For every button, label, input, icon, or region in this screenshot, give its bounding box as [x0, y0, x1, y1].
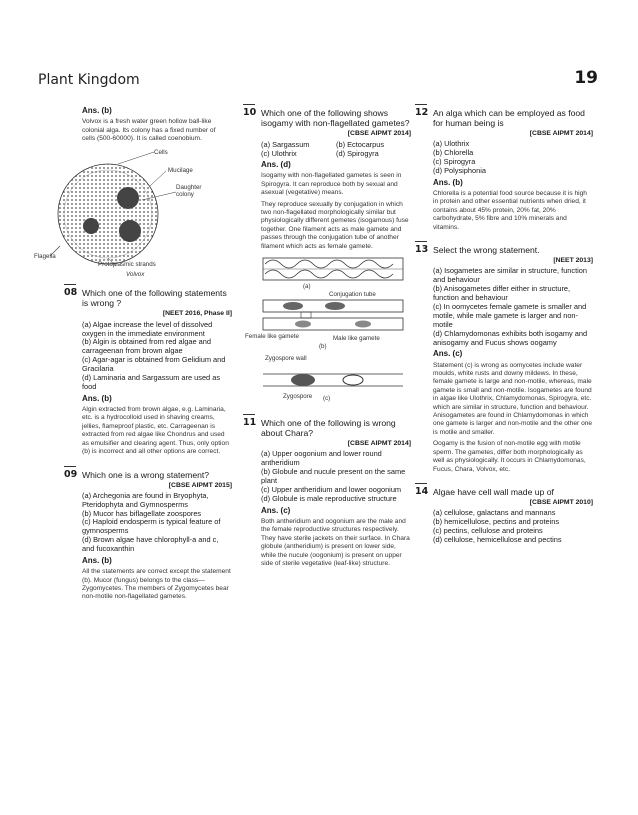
explanation-09: All the statements are correct except the statement (b). Mucor (fungus) belongs to the class—Zygomycetes. The members of Zygomycetes bear non-motile non-flagellated gametes. — [82, 568, 231, 601]
volvox-figure — [34, 146, 236, 279]
answer-07: Ans. (b) — [82, 106, 112, 115]
answer-09: Ans. (b) — [82, 556, 112, 566]
question-source: [CBSE AIPMT 2010] — [529, 498, 593, 506]
question-14 — [415, 487, 593, 497]
option: (d) cellulose, hemicellulose and pectins — [433, 534, 562, 544]
answer-13: Ans. (c) — [433, 349, 463, 359]
question-12 — [415, 108, 593, 128]
explanation-12: Chlorella is a potential food source because it is high in protein and other essential nutrients when dried, it contains about 45% protein, 20% fat, 20% carbohydrate, 5% fibre and 10% minerals and vitamins. — [433, 190, 587, 231]
option: (d) Globule is male reproductive structure — [261, 493, 397, 503]
question-number: 08 — [64, 288, 82, 308]
option: (a) Sargassum — [261, 140, 310, 150]
option: (c) Upper antheridium and lower oogonium — [261, 484, 402, 494]
label-b: (b) — [319, 343, 327, 351]
explanation-10b: They reproduce sexually by conjugation in which two non-flagellated morphologically similar but physiologically different gemetes (isogamous) fuse together. One filament acts as male gamete and passes through the conjugation tube of another filament which acts as female gamete. — [261, 200, 409, 250]
column-2 — [243, 104, 411, 571]
question-text: Select the wrong statement. — [433, 245, 540, 256]
question-09 — [64, 470, 232, 480]
label-cells: Cells — [154, 149, 168, 157]
question-text: Which one of the following is wrong about Chara? — [261, 418, 396, 439]
option: (d) Spirogyra — [336, 149, 379, 159]
option: (c) Agar-agar is obtained from Gelidium and Gracilaria — [82, 355, 226, 374]
label-zygospore-wall: Zygospore wall — [265, 355, 307, 363]
option: (d) Brown algae have chlorophyll-a and c, and fucoxanthin — [82, 535, 219, 554]
figure-caption-volvox: Volvox — [126, 271, 145, 279]
question-source: [CBSE AIPMT 2015] — [168, 481, 232, 489]
option: (b) Chlorella — [433, 148, 474, 158]
label-zygospore: Zygospore — [283, 393, 313, 401]
answer-12: Ans. (b) — [433, 177, 463, 187]
column-1 — [34, 104, 232, 605]
explanation-08: Algin extracted from brown algae, e.g. Laminaria, etc. is a hydrocolloid used in shaving creams, jellies, flameproof plastic, etc. Carrageenan is extracted from red algae like Chondrus and used as emulsifier and clearing agent. Thus, only option (b) is incorrect and all other options are correct. — [82, 406, 229, 456]
question-number: 09 — [64, 470, 82, 480]
option: (b) Globule and nucule present on the same plant — [261, 467, 406, 485]
explanation-13: Statement (c) is wrong as oomycetes include water moulds, white rusts and downy mildews. In these, female gamete is large and non-motile, whereas, male gamete is small and non-motile. Isogametes are found in algae like Ulothrix, Chlamydomonas, Spirogyra, etc. which are similar in structure, function and behaviour. Anisogametes are found in Chlamydomonas in which one gamete is larger and non-motile and the other one is motile and smaller. — [433, 361, 593, 436]
question-source: [NEET 2013] — [553, 257, 593, 265]
explanation-13-oogamy: Oogamy is the fusion of non-motile egg with motile sperm. The gametes, differ both morphologically as well as physiologically. It occurs in Chlamydomonas, Fucus, Chara, Volvox, etc. — [433, 440, 586, 473]
answer-08: Ans. (b) — [82, 393, 112, 403]
question-number: 13 — [415, 245, 433, 255]
option-row — [261, 149, 411, 158]
explanation-11: Both antheridium and oogonium are the male and the female reproductive structures respectively. They have sterile jackets on their surface. In Chara globule (antheridium) is present on lower side, while the nucule (oogonium) is present on upper side of sterile vegetative (leaf-like) structure. — [261, 517, 410, 567]
label-daughter-colony: Daughter colony — [176, 184, 202, 199]
question-text: Which one is a wrong statement? — [82, 469, 210, 480]
option: (a) Ulothrix — [433, 139, 470, 149]
option: (a) Isogametes are similar in structure, function and behaviour — [433, 266, 588, 285]
label-conjugation-tube: Conjugation tube — [329, 291, 376, 299]
question-number: 12 — [415, 108, 433, 128]
option: (b) Anisogametes differ either in structure, function and behaviour — [433, 284, 571, 302]
column-3 — [415, 104, 593, 545]
option: (c) Ulothrix — [261, 149, 297, 159]
explanation-10a: Isogamy with non-flagellated gametes is seen in Spirogyra. It can reproduce both by sexual and asexual (vegetative) means. — [261, 172, 402, 197]
option: (d) Polysiphonia — [433, 165, 486, 175]
option: (d) Chlamydomonas exhibits both isogamy and anisogamy and Fucus shows oogamy — [433, 328, 588, 347]
option-row — [261, 140, 411, 149]
label-mucilage: Mucilage — [168, 167, 193, 175]
option: (a) Algae increase the level of dissolved oxygen in the immediate environment — [82, 319, 213, 338]
question-number: 11 — [243, 418, 261, 438]
label-male-gamete: Male like gamete — [333, 335, 380, 343]
spirogyra-diagram — [243, 254, 411, 406]
option: (c) Haploid endosperm is typical feature of gymnosperms — [82, 517, 221, 536]
question-source: [CBSE AIPMT 2014] — [347, 130, 411, 137]
label-female-gamete: Female like gamete — [245, 333, 299, 341]
option: (b) Algin is obtained from red algae and carrageenan from brown algae — [82, 337, 212, 356]
option: (c) pectins, cellulose and proteins — [433, 525, 543, 535]
option: (b) hemicellulose, pectins and proteins — [433, 517, 560, 527]
answer-11: Ans. (c) — [261, 505, 291, 515]
option: (a) Upper oogonium and lower round antheridium — [261, 449, 382, 468]
label-a: (a) — [303, 283, 311, 291]
question-source: [CBSE AIPMT 2014] — [529, 130, 593, 137]
option: (a) cellulose, galactans and mannans — [433, 508, 556, 518]
question-source: [NEET 2016, Phase II] — [162, 310, 232, 318]
label-c: (c) — [323, 395, 331, 403]
question-11 — [243, 418, 411, 438]
option: (b) Ectocarpus — [336, 140, 385, 150]
question-number: 10 — [243, 108, 261, 128]
page-header-title: Plant Kingdom — [38, 72, 140, 88]
option: (a) Archegonia are found in Bryophyta, Pteridophyta and Gymnosperms — [82, 490, 209, 509]
explanation-07: Volvox is a fresh water green hollow ball-like colonial alga. Its colony has a fixed number of cells (500-60000). It is called coenobium. — [82, 118, 216, 143]
question-text: An alga which can be employed as food for human being is — [433, 108, 585, 128]
page-number: 19 — [574, 68, 598, 88]
option: (b) Mucor has biflagellate zoospores — [82, 508, 202, 518]
question-13 — [415, 245, 593, 255]
question-number: 14 — [415, 487, 433, 497]
answer-10: Ans. (d) — [261, 160, 291, 170]
question-text: Which one of the following statements is wrong ? — [82, 288, 227, 309]
question-10 — [243, 108, 411, 128]
option: (c) Spirogyra — [433, 157, 476, 167]
label-protoplasmic: Protoplasmic strands — [98, 261, 156, 269]
question-text: Which one of the following shows isogamy with non-flagellated gametes? — [261, 108, 410, 128]
question-08 — [64, 288, 232, 308]
option: (c) In oomycetes female gamete is smaller and motile, while male gamete is larger and non-motile — [433, 301, 587, 329]
label-flagella: Flagella — [34, 253, 56, 261]
spirogyra-figure — [243, 254, 411, 406]
question-source: [CBSE AIPMT 2014] — [347, 440, 411, 448]
option: (d) Laminaria and Sargassum are used as food — [82, 373, 221, 391]
question-text: Algae have cell wall made up of — [433, 486, 554, 497]
volvox-diagram — [46, 146, 236, 270]
